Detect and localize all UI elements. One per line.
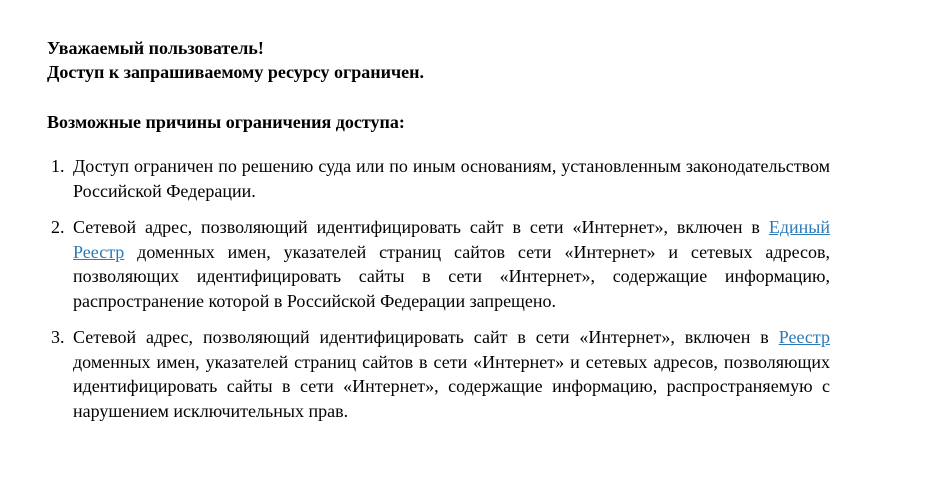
reasons-list <box>47 154 830 423</box>
reason-text-after-link: доменных имен, указателей страниц сайтов сети «Интернет» и сетевых адресов, позволяющих идентифицировать сайты в сети «Интернет», содержащие информацию, распространение которой в Российской Федерации запрещено. <box>73 241 830 311</box>
unified-registry-link[interactable]: Единый Реестр <box>73 217 830 262</box>
access-restricted-line: Доступ к запрашиваемому ресурсу ограничен. <box>47 62 424 82</box>
reason-number: 3. <box>51 327 65 347</box>
greeting-line: Уважаемый пользователь! <box>47 38 264 58</box>
reason-item <box>51 154 830 203</box>
reasons-title: Возможные причины ограничения доступа: <box>47 112 405 132</box>
reason-text-before-link: Сетевой адрес, позволяющий идентифицировать сайт в сети «Интернет», включен в <box>73 217 769 237</box>
reason-text-after-link: доменных имен, указателей страниц сайтов в сети «Интернет» и сетевых адресов, позволяющих идентифицировать сайты в сети «Интернет», содержащие информацию, распространяемую с нарушением исключительных прав. <box>73 351 830 421</box>
reason-number: 1. <box>51 156 65 176</box>
greeting-block <box>47 36 830 84</box>
reason-number: 2. <box>51 217 65 237</box>
reason-item <box>51 325 830 423</box>
reason-item <box>51 215 830 313</box>
registry-link[interactable]: Реестр <box>778 327 830 347</box>
reason-text: Доступ ограничен по решению суда или по иным основаниям, установленным законодательством Российской Федерации. <box>73 156 830 201</box>
reason-text-before-link: Сетевой адрес, позволяющий идентифицировать сайт в сети «Интернет», включен в <box>73 327 779 347</box>
